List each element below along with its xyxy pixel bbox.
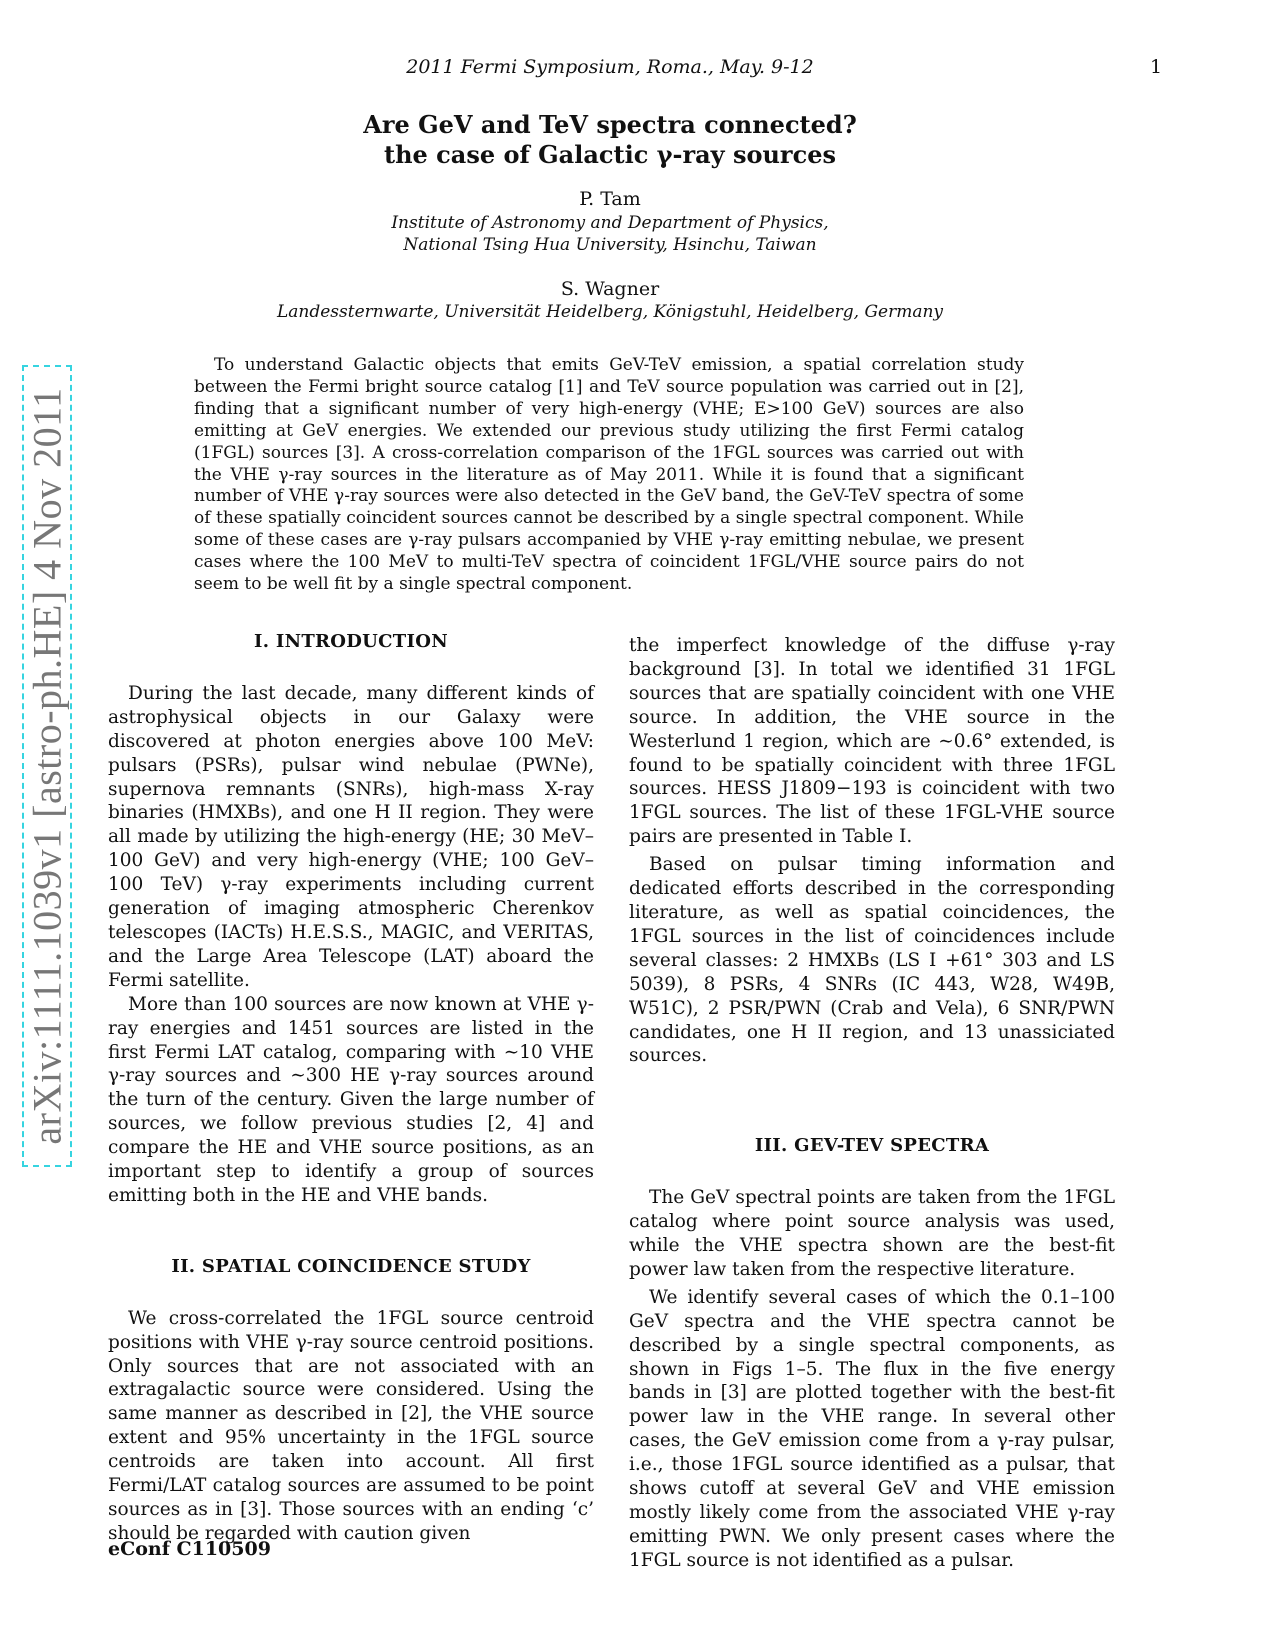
spectra-paragraph-1: The GeV spectral points are taken from the 1FGL catalog where point source analysis was used, while the VHE spectra shown are the best-fit power law taken from the respective literature. [629, 1187, 1115, 1280]
abstract: To understand Galactic objects that emits GeV-TeV emission, a spatial correlation study between the Fermi bright source catalog [1] and TeV source population was carried out in [2], finding that a significant number of very high-energy (VHE; E>100 GeV) sources are also emitting at GeV energies. We extended our previous study utilizing the first Fermi catalog (1FGL) sources [3]. A cross-correlation comparison of the 1FGL sources was carried out with the VHE γ-ray sources in the literature as of May 2011. While it is found that a significant number of VHE γ-ray sources were also detected in the GeV band, the GeV-TeV spectra of some of these spatially coincident sources cannot be described by a single spectral component. While some of these cases are γ-ray pulsars accompanied by VHE γ-ray emitting nebulae, we present cases where the 100 MeV to multi-TeV spectra of coincident 1FGL/VHE source pairs do not seem to be well fit by a single spectral component. [194, 355, 1024, 595]
author-1-name: P. Tam [579, 188, 641, 210]
spatial-paragraph-1: We cross-correlated the 1FGL source centroid positions with VHE γ-ray source centroid positions. Only sources that are not associated with an extragalactic source were considered. Using the same manner as described in [2], the VHE source extent and 95% uncertainty in the 1FGL source centroids are taken into account. All first Fermi/LAT catalog sources are assumed to be point sources as in [3]. Those sources with an ending ‘c’ should be regarded with caution given [108, 1307, 594, 1544]
intro-paragraph-1: During the last decade, many different kinds of astrophysical objects in our Galaxy were discovered at photon energies above 100 MeV: pulsars (PSRs), pulsar wind nebulae (PWNe), supernova remnants (SNRs), high-mass X-ray binaries (HMXBs), and one H II region. They were all made by utilizing the high-energy (HE; 30 MeV–100 GeV) and very high-energy (VHE; 100 GeV–100 TeV) γ-ray experiments including current generation of imaging atmospheric Cherenkov telescopes (IACTs) H.E.S.S., MAGIC, and VERITAS, and the Large Area Telescope (LAT) aboard the Fermi satellite. [108, 682, 594, 991]
title-line-1: Are GeV and TeV spectra connected? [363, 110, 857, 139]
page-number: 1 [1150, 56, 1163, 78]
affiliation-line: Landessternwarte, Universität Heidelberg, Königstuhl, Heidelberg, Germany [276, 302, 944, 322]
arxiv-identifier-text: arXiv:1111.1039v1 [astro-ph.HE] 4 Nov 2011 [24, 387, 70, 1145]
section-heading-introduction: I. INTRODUCTION [254, 631, 448, 652]
arxiv-identifier-link[interactable] [22, 365, 72, 1167]
spatial-paragraph-1-continued: the imperfect knowledge of the diffuse γ-ray background [3]. In total we identified 31 1FGL sources that are spatially coincident with one VHE source. In addition, the VHE source in the Westerlund 1 region, which are ∼0.6° extended, is found to be spatially coincident with three 1FGL sources. HESS J1809−193 is coincident with two 1FGL sources. The list of these 1FGL-VHE source pairs are presented in Table I. [629, 635, 1115, 848]
intro-paragraph-2: More than 100 sources are now known at VHE γ-ray energies and 1451 sources are listed in the first Fermi LAT catalog, comparing with ∼10 VHE γ-ray sources and ∼300 HE γ-ray sources around the turn of the century. Given the large number of sources, we follow previous studies [2, 4] and compare the HE and VHE source positions, as an important step to identify a group of sources emitting both in the HE and VHE bands. [108, 993, 594, 1206]
title-line-2: the case of Galactic γ-ray sources [384, 140, 836, 169]
author-2-affiliation [0, 301, 1220, 323]
affiliation-line: Institute of Astronomy and Department of Physics, [391, 213, 829, 233]
affiliation-line: National Tsing Hua University, Hsinchu, Taiwan [403, 235, 817, 255]
section-heading-gev-tev-spectra: III. GEV-TEV SPECTRA [754, 1135, 990, 1157]
right-column [629, 634, 1115, 1573]
paper-title [0, 110, 1220, 170]
left-column [108, 630, 594, 1546]
spectra-paragraph-2: We identify several cases of which the 0.1–100 GeV spectra and the VHE spectra cannot be described by a single spectral components, as shown in Figs 1–5. The flux in the five energy bands in [3] are plotted together with the best-fit power law in the VHE range. In several other cases, the GeV emission come from a γ-ray pulsar, i.e., those 1FGL source identified as a pulsar, that shows cutoff at several GeV and VHE emission mostly likely come from the associated VHE γ-ray emitting PWN. We only present cases where the 1FGL source is not identified as a pulsar. [629, 1286, 1115, 1571]
footer-conference-id: eConf C110509 [108, 1538, 271, 1560]
running-header: 2011 Fermi Symposium, Roma., May. 9-12 [406, 56, 814, 78]
author-2-name: S. Wagner [560, 278, 660, 300]
author-1-affiliation [0, 212, 1220, 256]
spatial-paragraph-2: Based on pulsar timing information and dedicated efforts described in the corresponding literature, as well as spatial coincidences, the 1FGL sources in the list of coincidences include several classes: 2 HMXBs (LS I +61° 303 and LS 5039), 8 PSRs, 4 SNRs (IC 443, W28, W49B, W51C), 2 PSR/PWN (Crab and Vela), 6 SNR/PWN candidates, one H II region, and 13 unassiciated sources. [629, 854, 1115, 1067]
section-heading-spatial-coincidence: II. SPATIAL COINCIDENCE STUDY [171, 1255, 531, 1277]
